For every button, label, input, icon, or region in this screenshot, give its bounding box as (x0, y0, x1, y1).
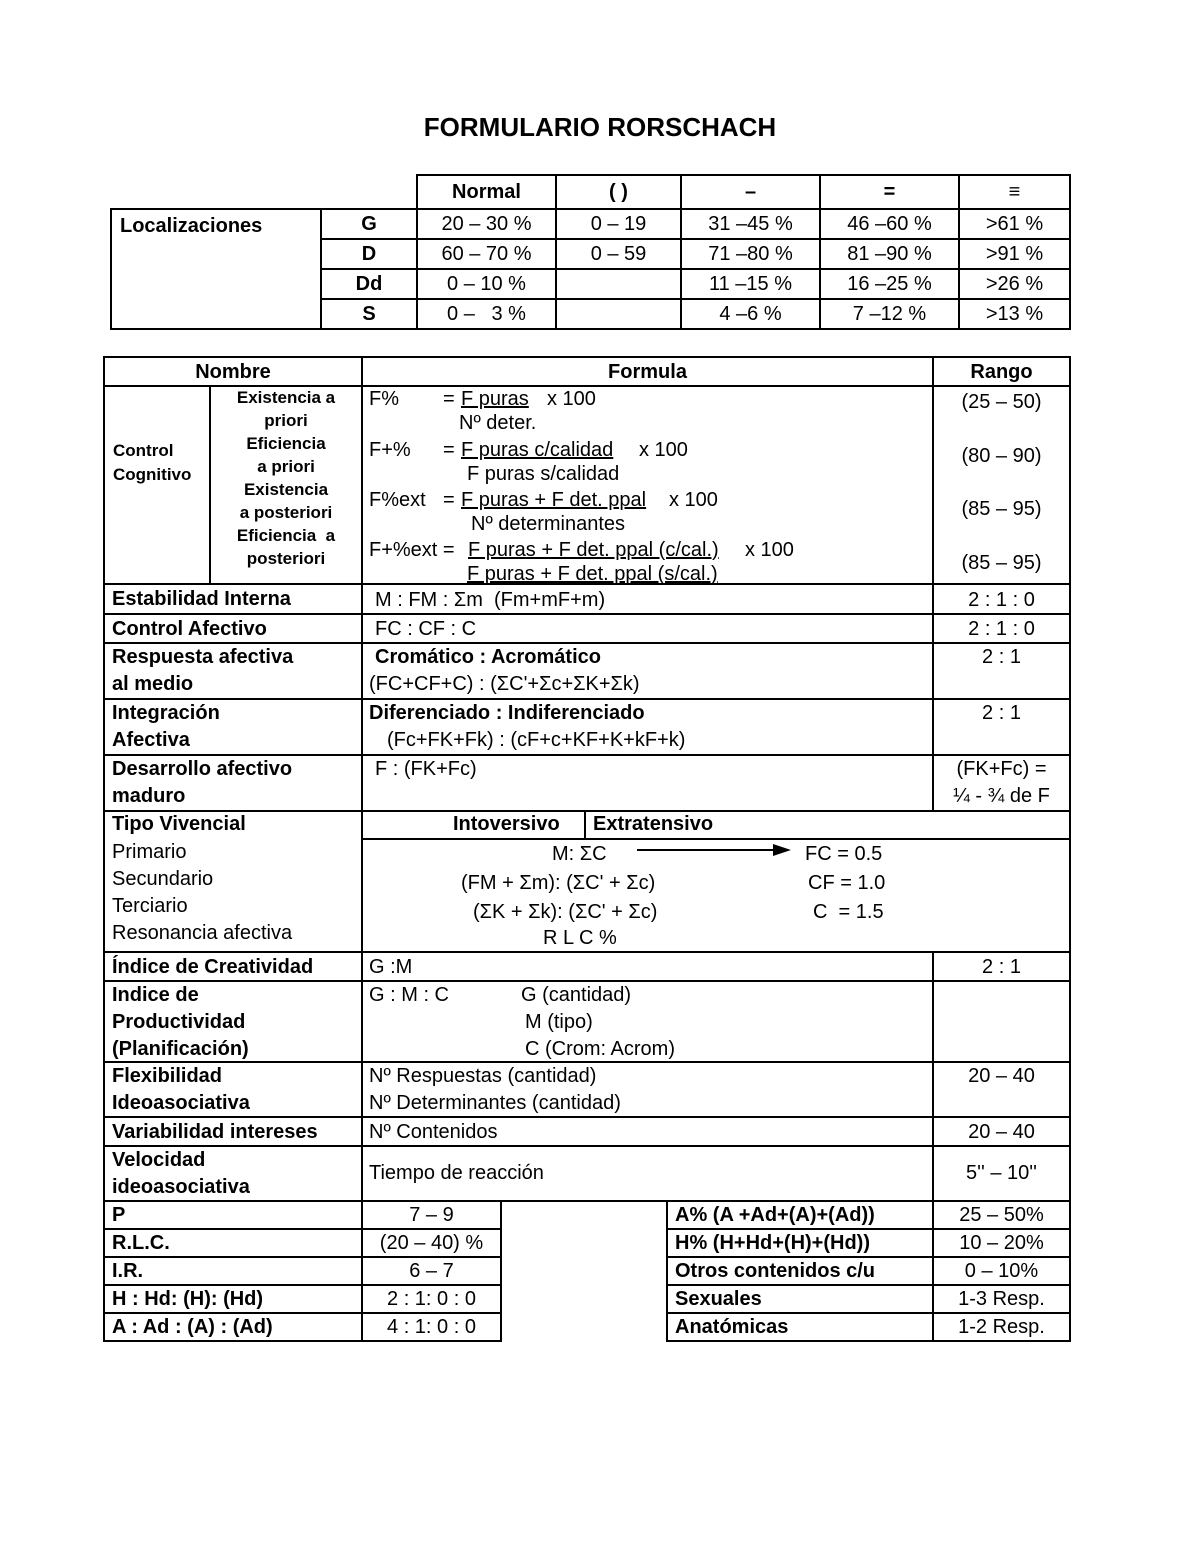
loc-code: Dd (320, 268, 418, 300)
loc-code: D (320, 238, 418, 270)
row-name-line2: Afectiva (112, 729, 190, 751)
formula-line1: F : (FK+Fc) (375, 758, 477, 780)
range-value: 2 : 1 (982, 646, 1021, 668)
tipo-item: Primario (112, 841, 187, 863)
tipo-vivencial-names (103, 810, 363, 953)
header-paren: ( ) (555, 174, 682, 210)
row-formula (361, 642, 934, 700)
divider (363, 838, 1069, 840)
formula-fplus-eq: = (443, 439, 455, 461)
tipo-r2: CF = 1.0 (808, 872, 886, 894)
row-name (103, 698, 363, 756)
loc-normal: 20 – 30 % (416, 208, 557, 240)
loc-normal: 0 – 10 % (416, 268, 557, 300)
loc-code: S (320, 298, 418, 330)
row-range: 2 : 1 (932, 951, 1071, 982)
formula-fplusext-num: F puras + F det. ppal (c/cal.) (468, 539, 719, 561)
row-name: Otros contenidos c/u (666, 1256, 934, 1286)
tipo-r3: C = 1.5 (813, 901, 884, 923)
row-name (103, 754, 363, 812)
row-formula: M : FM : Σm (Fm+mF+m) (361, 583, 934, 615)
row-name-line1: Velocidad (112, 1149, 206, 1171)
row-value: 4 : 1: 0 : 0 (361, 1312, 502, 1342)
control-label-line2: Cognitivo (113, 465, 192, 484)
loc-c3: >13 % (958, 298, 1071, 330)
loc-c1: 11 –15 % (680, 268, 821, 300)
formula-f-eq: = (443, 388, 455, 410)
header-rango: Rango (932, 356, 1071, 387)
range-line1: (FK+Fc) = (956, 758, 1047, 780)
row-name: Anatómicas (666, 1312, 934, 1342)
formula-f-den: Nº deter. (459, 412, 537, 434)
range-value: (25 – 50) (961, 391, 1042, 413)
range-value: 20 – 40 (968, 1065, 1035, 1087)
row-name: P (103, 1200, 363, 1230)
row-formula: FC : CF : C (361, 613, 934, 644)
formula-fext-mult: x 100 (669, 489, 718, 511)
row-name: R.L.C. (103, 1228, 363, 1258)
control-formulas (361, 385, 934, 585)
header-equal: = (819, 174, 960, 210)
row-value: 1-3 Resp. (932, 1284, 1071, 1314)
control-ranges (932, 385, 1071, 585)
row-name-line1: Desarrollo afectivo (112, 758, 293, 780)
formula-fplus-mult: x 100 (639, 439, 688, 461)
row-name: Sexuales (666, 1284, 934, 1314)
tipo-r1: FC = 0.5 (805, 843, 883, 865)
row-formula (361, 1061, 934, 1118)
page-title: FORMULARIO RORSCHACH (423, 112, 777, 142)
row-name-line2: al medio (112, 673, 194, 695)
loc-paren (555, 298, 682, 330)
extra-label: Extratensivo (593, 813, 714, 835)
header-formula: Formula (361, 356, 934, 387)
loc-paren (555, 268, 682, 300)
formula-fext-eq: = (443, 489, 455, 511)
row-name: H : Hd: (H): (Hd) (103, 1284, 363, 1314)
header-nombre: Nombre (103, 356, 363, 387)
header-minus: – (680, 174, 821, 210)
loc-c1: 31 –45 % (680, 208, 821, 240)
formula-line1: Diferenciado : Indiferenciado (369, 702, 645, 724)
loc-paren: 0 – 19 (555, 208, 682, 240)
formula-f-lhs: F% (369, 388, 399, 410)
tipo-item: Terciario (112, 895, 188, 917)
loc-c1: 71 –80 % (680, 238, 821, 270)
header-triple: ≡ (958, 174, 1071, 210)
row-name-line1: Flexibilidad (112, 1065, 223, 1087)
row-name (103, 1061, 363, 1118)
row-formula: G :M (361, 951, 934, 982)
sub-line: a posteriori (239, 503, 333, 522)
row-name: Estabilidad Interna (103, 583, 363, 615)
sub-line: Eficiencia (246, 434, 326, 453)
loc-c3: >91 % (958, 238, 1071, 270)
tipo-line1: M: ΣC (552, 843, 607, 865)
intro-label: Intoversivo (453, 813, 560, 835)
loc-code: G (320, 208, 418, 240)
formula-f-num: F puras (461, 388, 529, 410)
tipo-line2: (FM + Σm): (ΣC' + Σc) (461, 872, 656, 894)
row-formula: Tiempo de reacción (361, 1145, 934, 1202)
range-value: (80 – 90) (961, 445, 1042, 467)
formula-line3: M (tipo) (525, 1011, 593, 1033)
arrow-right-icon (635, 842, 795, 862)
formula-line2: (FC+CF+C) : (ΣC'+Σc+ΣK+Σk) (369, 673, 640, 695)
row-value: 6 – 7 (361, 1256, 502, 1286)
tipo-vivencial-title: Tipo Vivencial (112, 813, 246, 835)
tipo-line4: R L C % (543, 927, 617, 949)
row-value: 2 : 1: 0 : 0 (361, 1284, 502, 1314)
row-formula (361, 754, 934, 812)
row-value: (20 – 40) % (361, 1228, 502, 1258)
row-value: 25 – 50% (932, 1200, 1071, 1230)
formula-line4: C (Crom: Acrom) (525, 1038, 675, 1060)
row-name (103, 980, 363, 1063)
row-name-line2: ideoasociativa (112, 1176, 250, 1198)
row-formula (361, 980, 934, 1063)
loc-c2: 16 –25 % (819, 268, 960, 300)
row-range: 2 : 1 : 0 (932, 613, 1071, 644)
formula-fplus-lhs: F+% (369, 439, 411, 461)
range-value: 2 : 1 (982, 702, 1021, 724)
row-name-line1: Indice de (112, 984, 199, 1006)
row-name: Control Afectivo (103, 613, 363, 644)
row-range: 2 : 1 : 0 (932, 583, 1071, 615)
row-name: H% (H+Hd+(H)+(Hd)) (666, 1228, 934, 1258)
tipo-vivencial-formulas (361, 810, 1071, 953)
row-name: Índice de Creatividad (103, 951, 363, 982)
loc-normal: 0 – 3 % (416, 298, 557, 330)
sub-line: Eficiencia a (236, 526, 336, 545)
formula-fplus-den: F puras s/calidad (467, 463, 620, 485)
sub-line: Existencia a (236, 388, 336, 407)
control-label-line1: Control (113, 441, 174, 460)
row-name-line1: Respuesta afectiva (112, 646, 294, 668)
row-name-line2: maduro (112, 785, 186, 807)
formula-line2: (Fc+FK+Fk) : (cF+c+KF+K+kF+k) (387, 729, 686, 751)
row-name: A% (A +Ad+(A)+(Ad)) (666, 1200, 934, 1230)
sub-line: posteriori (246, 549, 326, 568)
formula-f-mult: x 100 (547, 388, 596, 410)
row-range (932, 1061, 1071, 1118)
tipo-line3: (ΣK + Σk): (ΣC' + Σc) (473, 901, 658, 923)
formula-fplusext-mult: x 100 (745, 539, 794, 561)
row-range (932, 698, 1071, 756)
loc-paren: 0 – 59 (555, 238, 682, 270)
loc-c2: 81 –90 % (819, 238, 960, 270)
formula-line2: G (cantidad) (521, 984, 632, 1006)
control-subcategories (209, 385, 363, 585)
header-normal: Normal (416, 174, 557, 210)
formula-line2: Nº Determinantes (cantidad) (369, 1092, 621, 1114)
row-formula: Nº Contenidos (361, 1116, 934, 1147)
tipo-item: Resonancia afectiva (112, 922, 293, 944)
row-name (103, 642, 363, 700)
sub-line: Existencia (243, 480, 329, 499)
formula-line1: Nº Respuestas (cantidad) (369, 1065, 597, 1087)
formula-fext-den: Nº determinantes (471, 513, 626, 535)
formula-fplus-num: F puras c/calidad (461, 439, 614, 461)
row-formula (361, 698, 934, 756)
row-name-line1: Integración (112, 702, 220, 724)
control-cognitivo-label (103, 385, 211, 585)
row-value: 10 – 20% (932, 1228, 1071, 1258)
formula-line1: G : M : C (369, 984, 449, 1006)
sub-line: priori (264, 411, 308, 430)
loc-c3: >61 % (958, 208, 1071, 240)
divider (584, 812, 586, 840)
loc-c2: 7 –12 % (819, 298, 960, 330)
loc-c3: >26 % (958, 268, 1071, 300)
row-range: 20 – 40 (932, 1116, 1071, 1147)
formula-fext-num: F puras + F det. ppal (461, 489, 647, 511)
row-value: 0 – 10% (932, 1256, 1071, 1286)
row-range (932, 754, 1071, 812)
formula-fplusext-den: F puras + F det. ppal (s/cal.) (467, 563, 718, 585)
row-name: Variabilidad intereses (103, 1116, 363, 1147)
loc-normal: 60 – 70 % (416, 238, 557, 270)
range-value: (85 – 95) (961, 552, 1042, 574)
row-range (932, 642, 1071, 700)
formula-fext-lhs: F%ext (369, 489, 426, 511)
row-range: 5'' – 10'' (932, 1145, 1071, 1202)
row-name-line2: Productividad (112, 1011, 246, 1033)
row-name: A : Ad : (A) : (Ad) (103, 1312, 363, 1342)
formula-fplusext-lhs: F+%ext = (369, 539, 455, 561)
range-line2: ¼ - ¾ de F (953, 785, 1050, 807)
tipo-item: Secundario (112, 868, 214, 890)
row-name-line2: Ideoasociativa (112, 1092, 250, 1114)
sub-line: a priori (257, 457, 315, 476)
row-name-line3: (Planificación) (112, 1038, 249, 1060)
loc-c2: 46 –60 % (819, 208, 960, 240)
row-value: 7 – 9 (361, 1200, 502, 1230)
range-value: (85 – 95) (961, 498, 1042, 520)
localizaciones-label: Localizaciones (110, 208, 322, 330)
loc-c1: 4 –6 % (680, 298, 821, 330)
row-value: 1-2 Resp. (932, 1312, 1071, 1342)
row-range (932, 980, 1071, 1063)
row-name: I.R. (103, 1256, 363, 1286)
row-name (103, 1145, 363, 1202)
formula-line1: Cromático : Acromático (375, 646, 601, 668)
